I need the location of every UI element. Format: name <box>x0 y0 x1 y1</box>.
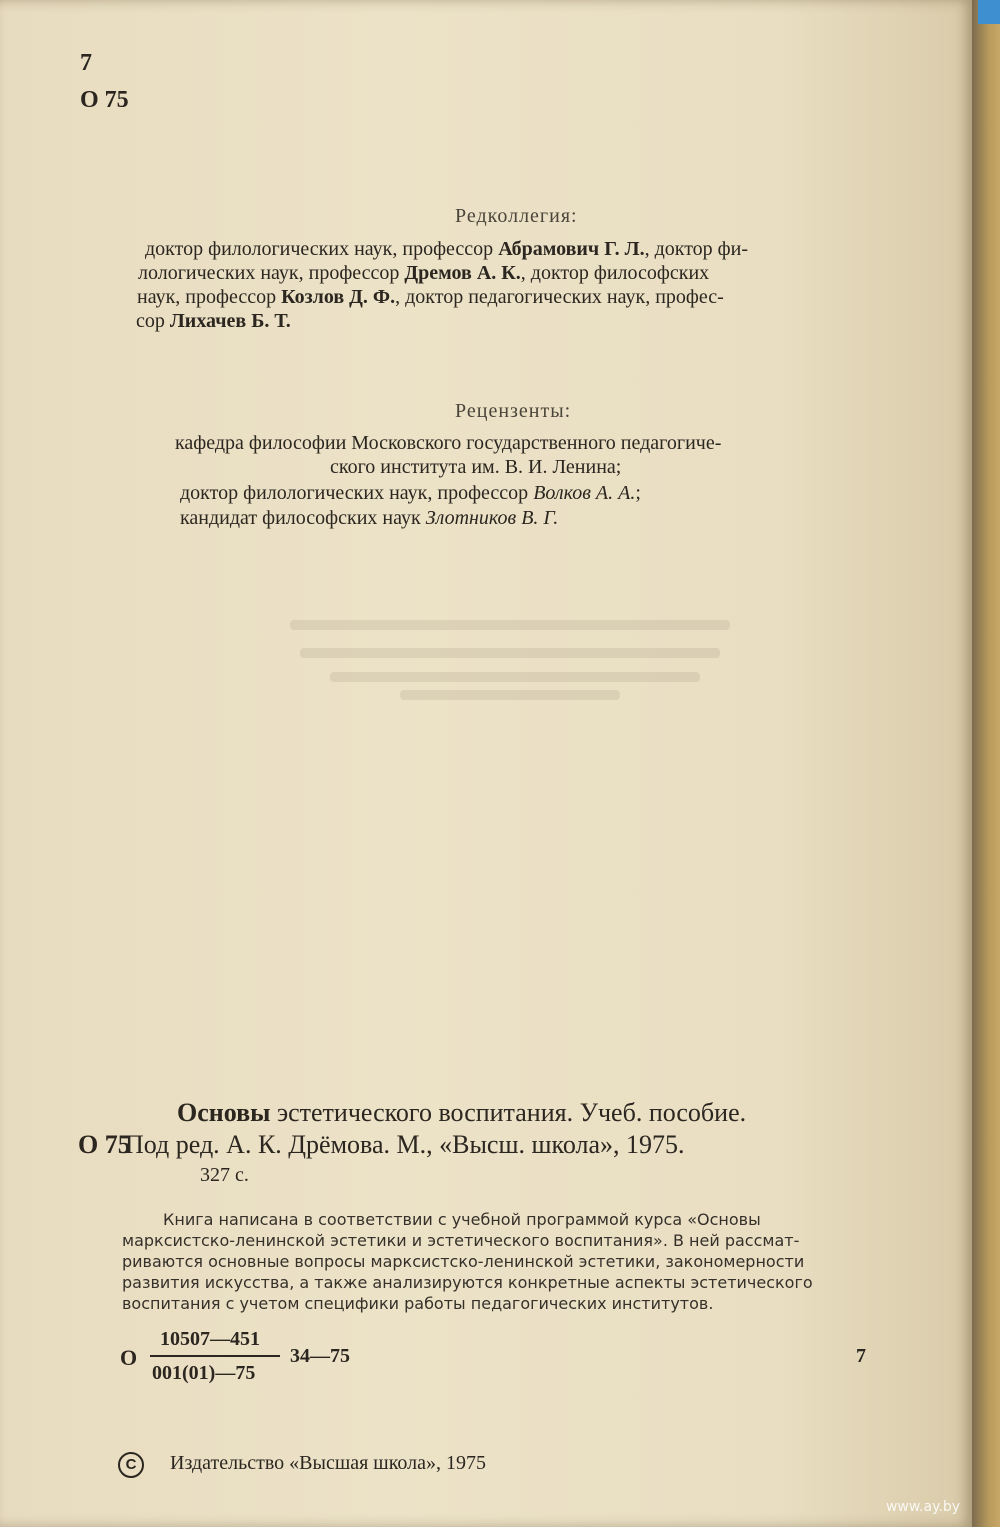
reviewers-line-1: кафедра философии Московского государственного педагогиче- <box>175 432 722 454</box>
book-page-edge <box>972 0 1000 1527</box>
annotation-line-1: Книга написана в соответствии с учебной программой курса «Основы <box>163 1210 761 1229</box>
fraction-line <box>150 1355 280 1357</box>
editorial-line-4: сор Лихачев Б. Т. <box>136 310 291 332</box>
classification-code-top: 7 <box>80 50 92 76</box>
annotation-line-2: марксистско-ленинской эстетики и эстетического воспитания». В ней рассмат- <box>122 1231 800 1250</box>
classification-code-bottom: О 75 <box>80 87 129 113</box>
index-suffix: 34—75 <box>290 1345 350 1367</box>
copyright-text: Издательство «Высшая школа», 1975 <box>170 1452 486 1474</box>
annotation-line-5: воспитания с учетом специфики работы педагогических институтов. <box>122 1294 714 1313</box>
reviewers-line-4: кандидат философских наук Злотников В. Г. <box>180 507 559 529</box>
page-count: 327 с. <box>200 1164 249 1186</box>
bleed-through-line <box>330 672 700 682</box>
editorial-board-heading: Редколлегия: <box>455 205 578 227</box>
watermark-text: www.ay.by <box>885 1499 960 1515</box>
index-denominator: 001(01)—75 <box>152 1362 256 1384</box>
reviewers-heading: Рецензенты: <box>455 400 572 422</box>
reviewers-line-3: доктор филологических наук, профессор Волков А. А.; <box>180 482 641 504</box>
index-prefix: О <box>120 1345 138 1370</box>
bibliographic-code: О 75 <box>78 1130 131 1159</box>
bleed-through-line <box>290 620 730 630</box>
editorial-line-2: лологических наук, профессор Дремов А. К., доктор философских <box>138 262 710 284</box>
bleed-through-line <box>400 690 620 700</box>
bibliographic-publication: Под ред. А. К. Дрёмова. М., «Высш. школа», 1975. <box>125 1130 685 1159</box>
background-corner <box>978 0 1000 24</box>
copyright-icon: C <box>118 1452 144 1478</box>
reviewers-line-2: ского института им. В. И. Ленина; <box>330 456 622 478</box>
bleed-through-line <box>300 648 720 658</box>
bibliographic-title: Основы эстетического воспитания. Учеб. пособие. <box>177 1098 747 1127</box>
index-right-number: 7 <box>856 1345 866 1367</box>
editorial-line-1: доктор филологических наук, профессор Абрамович Г. Л., доктор фи- <box>145 238 749 260</box>
index-numerator: 10507—451 <box>160 1328 260 1350</box>
annotation-line-4: развития искусства, а также анализируются конкретные аспекты эстетического <box>122 1273 813 1292</box>
annotation-line-3: риваются основные вопросы марксистско-ленинской эстетики, закономерности <box>122 1252 805 1271</box>
editorial-line-3: наук, профессор Козлов Д. Ф., доктор педагогических наук, профес- <box>137 286 724 308</box>
